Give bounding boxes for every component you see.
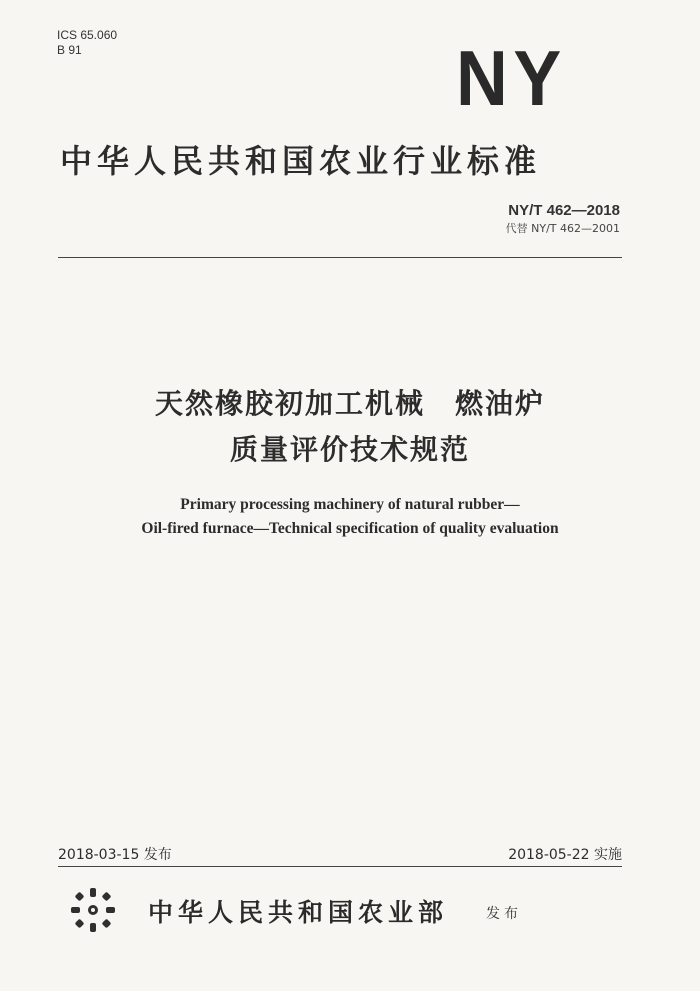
- chinese-title-line-2: 质量评价技术规范: [229, 433, 470, 466]
- english-title-line-1: Primary processing machinery of natural rubber—: [180, 496, 520, 513]
- ics-code-block: [57, 28, 117, 58]
- standard-number: NY/T 462—2018: [508, 202, 620, 219]
- standard-number-block: [506, 201, 620, 237]
- issue-date: 2018-03-15 发布: [58, 847, 172, 863]
- ccs-class: B 91: [57, 43, 82, 57]
- standard-category-title: 中华人民共和国农业行业标准: [60, 142, 542, 180]
- chinese-title-line-1: 天然橡胶初加工机械 燃油炉: [154, 387, 545, 420]
- publish-label: 发布: [486, 906, 522, 922]
- ministry-emblem-icon: [68, 885, 118, 935]
- ics-code: ICS 65.060: [57, 28, 118, 42]
- publisher-name: 中华人民共和国农业部: [148, 898, 449, 927]
- top-divider: [58, 257, 622, 258]
- english-title-line-2: Oil-fired furnace—Technical specification of quality evaluation: [141, 520, 559, 537]
- implementation-date: 2018-05-22 实施: [508, 847, 622, 863]
- ny-logo: NY: [456, 34, 567, 122]
- replaces-standard: 代替 NY/T 462—2001: [505, 222, 620, 235]
- bottom-divider: [58, 866, 622, 867]
